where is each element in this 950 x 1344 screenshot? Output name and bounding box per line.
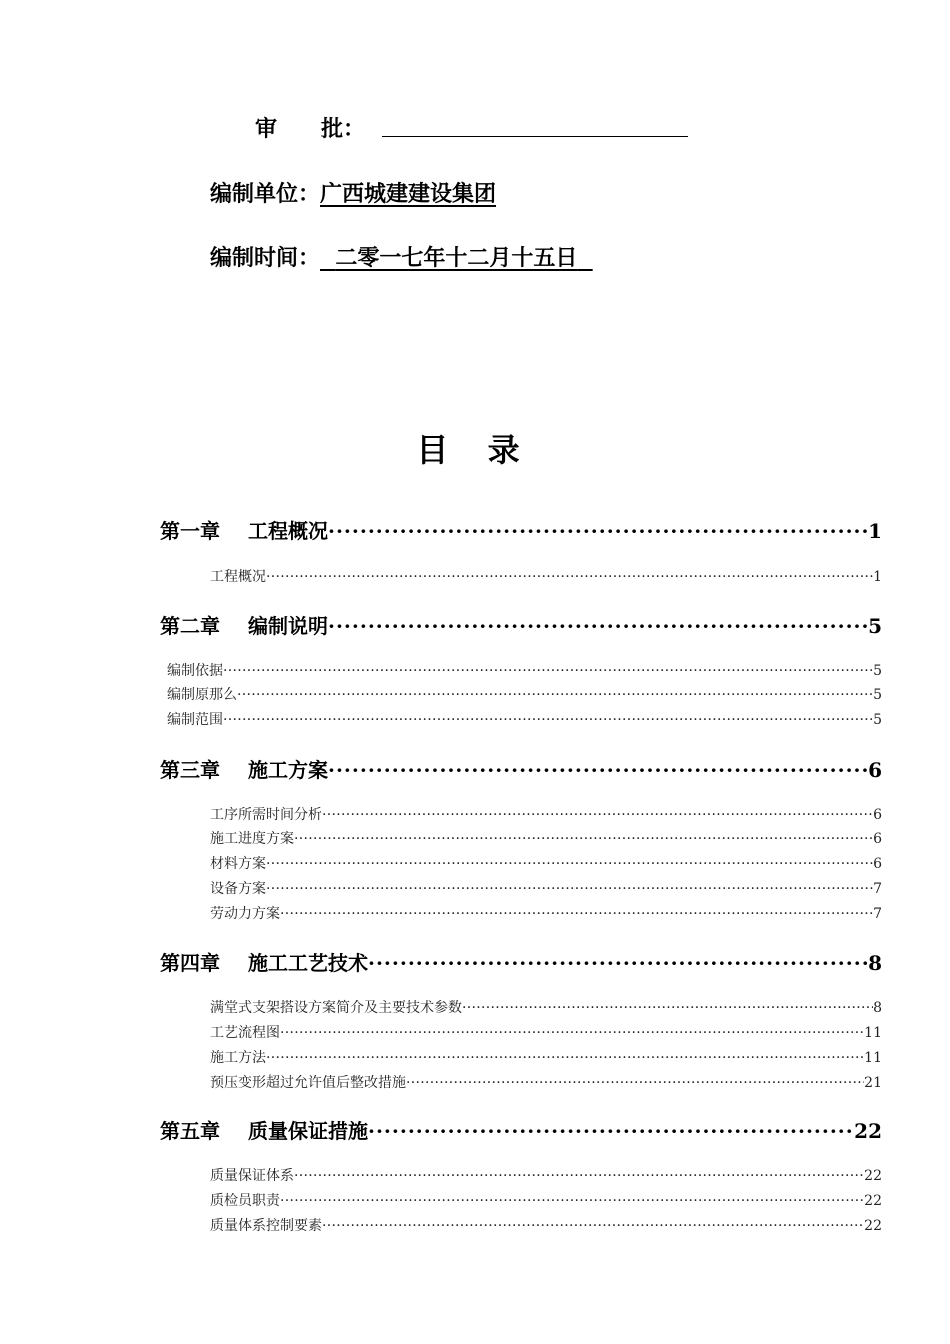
toc-item[interactable] — [210, 828, 882, 848]
toc-chapter-label — [160, 947, 368, 976]
toc-item[interactable] — [210, 1165, 882, 1185]
toc-item-title: 施工进度方案 — [210, 831, 294, 847]
toc-item[interactable] — [167, 709, 882, 729]
toc-item-title: 工程概况 — [210, 569, 266, 585]
toc-item-page: 6 — [873, 807, 882, 823]
approve-row — [255, 112, 365, 143]
toc-item[interactable] — [210, 903, 882, 923]
toc-chapter[interactable] — [160, 515, 882, 544]
toc-item-page: 5 — [873, 687, 882, 703]
chapter-number: 第一章 — [160, 519, 220, 543]
toc-item-title: 编制依据 — [167, 663, 223, 679]
dot-leader — [294, 1168, 864, 1184]
toc-item-title: 工艺流程图 — [210, 1025, 280, 1041]
chapter-page: 8 — [868, 951, 882, 975]
toc-item-page: 22 — [864, 1218, 882, 1234]
toc-item[interactable] — [210, 853, 882, 873]
toc-item-page: 22 — [864, 1168, 882, 1184]
toc-item[interactable] — [210, 1190, 882, 1210]
toc-chapter-label — [160, 1115, 368, 1144]
toc-item[interactable] — [210, 1215, 882, 1235]
chapter-title: 编制说明 — [248, 614, 328, 638]
toc-item-page: 6 — [873, 856, 882, 872]
dot-leader — [322, 1218, 864, 1234]
toc-item-title: 劳动力方案 — [210, 906, 280, 922]
dot-leader — [328, 519, 868, 543]
unit-value: 广西城建建设集团 — [320, 182, 497, 207]
toc-item-page: 7 — [873, 906, 882, 922]
dot-leader — [406, 1075, 864, 1091]
toc-item-page: 1 — [873, 569, 882, 585]
chapter-title: 工程概况 — [248, 519, 328, 543]
dot-leader — [328, 614, 868, 638]
toc-item-page: 22 — [864, 1193, 882, 1209]
chapter-page: 5 — [868, 614, 882, 638]
toc-item-page: 11 — [864, 1025, 882, 1041]
dot-leader — [322, 807, 873, 823]
dot-leader — [280, 1025, 864, 1041]
toc-item-page: 6 — [873, 831, 882, 847]
toc-title: 目 录 — [416, 431, 534, 469]
dot-leader — [266, 881, 873, 897]
toc-chapter-label — [160, 515, 328, 544]
chapter-page: 1 — [868, 519, 882, 543]
toc-item-title: 质量保证体系 — [210, 1168, 294, 1184]
toc-item[interactable] — [210, 1022, 882, 1042]
dot-leader — [223, 712, 873, 728]
toc-item-page: 5 — [873, 663, 882, 679]
toc-chapter[interactable] — [160, 610, 882, 639]
dot-leader — [294, 831, 873, 847]
toc-item[interactable] — [210, 878, 882, 898]
dot-leader — [328, 758, 868, 782]
toc-item[interactable] — [210, 1047, 882, 1067]
dot-leader — [280, 1193, 864, 1209]
toc-item-title: 预压变形超过允许值后整改措施 — [210, 1075, 406, 1091]
time-value — [320, 246, 593, 271]
toc-item-page: 7 — [873, 881, 882, 897]
chapter-number: 第五章 — [160, 1119, 220, 1143]
dot-leader — [368, 951, 868, 975]
toc-item-title: 施工方法 — [210, 1050, 266, 1066]
toc-item-title: 质检员职责 — [210, 1193, 280, 1209]
toc-item-title: 工序所需时间分析 — [210, 807, 322, 823]
dot-leader — [237, 687, 873, 703]
toc-item[interactable] — [210, 804, 882, 824]
approve-blank-line — [382, 112, 688, 137]
toc-item-title: 质量体系控制要素 — [210, 1218, 322, 1234]
chapter-title: 施工工艺技术 — [248, 951, 368, 975]
chapter-title: 施工方案 — [248, 758, 328, 782]
toc-item-title: 编制范围 — [167, 712, 223, 728]
toc-item[interactable] — [210, 997, 882, 1017]
dot-leader — [266, 856, 873, 872]
dot-leader — [266, 1050, 864, 1066]
chapter-number: 第二章 — [160, 614, 220, 638]
toc-item-title: 满堂式支架搭设方案简介及主要技术参数 — [210, 1000, 462, 1016]
dot-leader — [368, 1119, 854, 1143]
toc-item-page: 21 — [864, 1075, 882, 1091]
chapter-number: 第三章 — [160, 758, 220, 782]
toc-chapter-label — [160, 754, 328, 783]
toc-item[interactable] — [210, 566, 882, 586]
approve-label: 审 批： — [255, 117, 366, 142]
toc-item-title: 设备方案 — [210, 881, 266, 897]
chapter-page: 22 — [854, 1119, 882, 1143]
toc-chapter[interactable] — [160, 754, 882, 783]
toc-item-page: 8 — [873, 1000, 882, 1016]
time-value-text: 二零一七年十二月十五日 — [335, 246, 578, 271]
toc-chapter-label — [160, 610, 328, 639]
unit-row — [210, 177, 496, 208]
toc-item-title: 材料方案 — [210, 856, 266, 872]
toc-item[interactable] — [167, 660, 882, 680]
time-row — [210, 241, 593, 272]
dot-leader — [223, 663, 873, 679]
dot-leader — [462, 1000, 873, 1016]
dot-leader — [266, 569, 873, 585]
unit-label: 编制单位： — [210, 182, 321, 207]
toc-chapter[interactable] — [160, 1115, 882, 1144]
dot-leader — [280, 906, 873, 922]
toc-item-page: 5 — [873, 712, 882, 728]
chapter-number: 第四章 — [160, 951, 220, 975]
toc-item-title: 编制原那么 — [167, 687, 237, 703]
toc-item[interactable] — [210, 1072, 882, 1092]
toc-item-page: 11 — [864, 1050, 882, 1066]
toc-chapter[interactable] — [160, 947, 882, 976]
chapter-title: 质量保证措施 — [248, 1119, 368, 1143]
chapter-page: 6 — [868, 758, 882, 782]
toc-item[interactable] — [167, 684, 882, 704]
time-label: 编制时间： — [210, 246, 321, 271]
